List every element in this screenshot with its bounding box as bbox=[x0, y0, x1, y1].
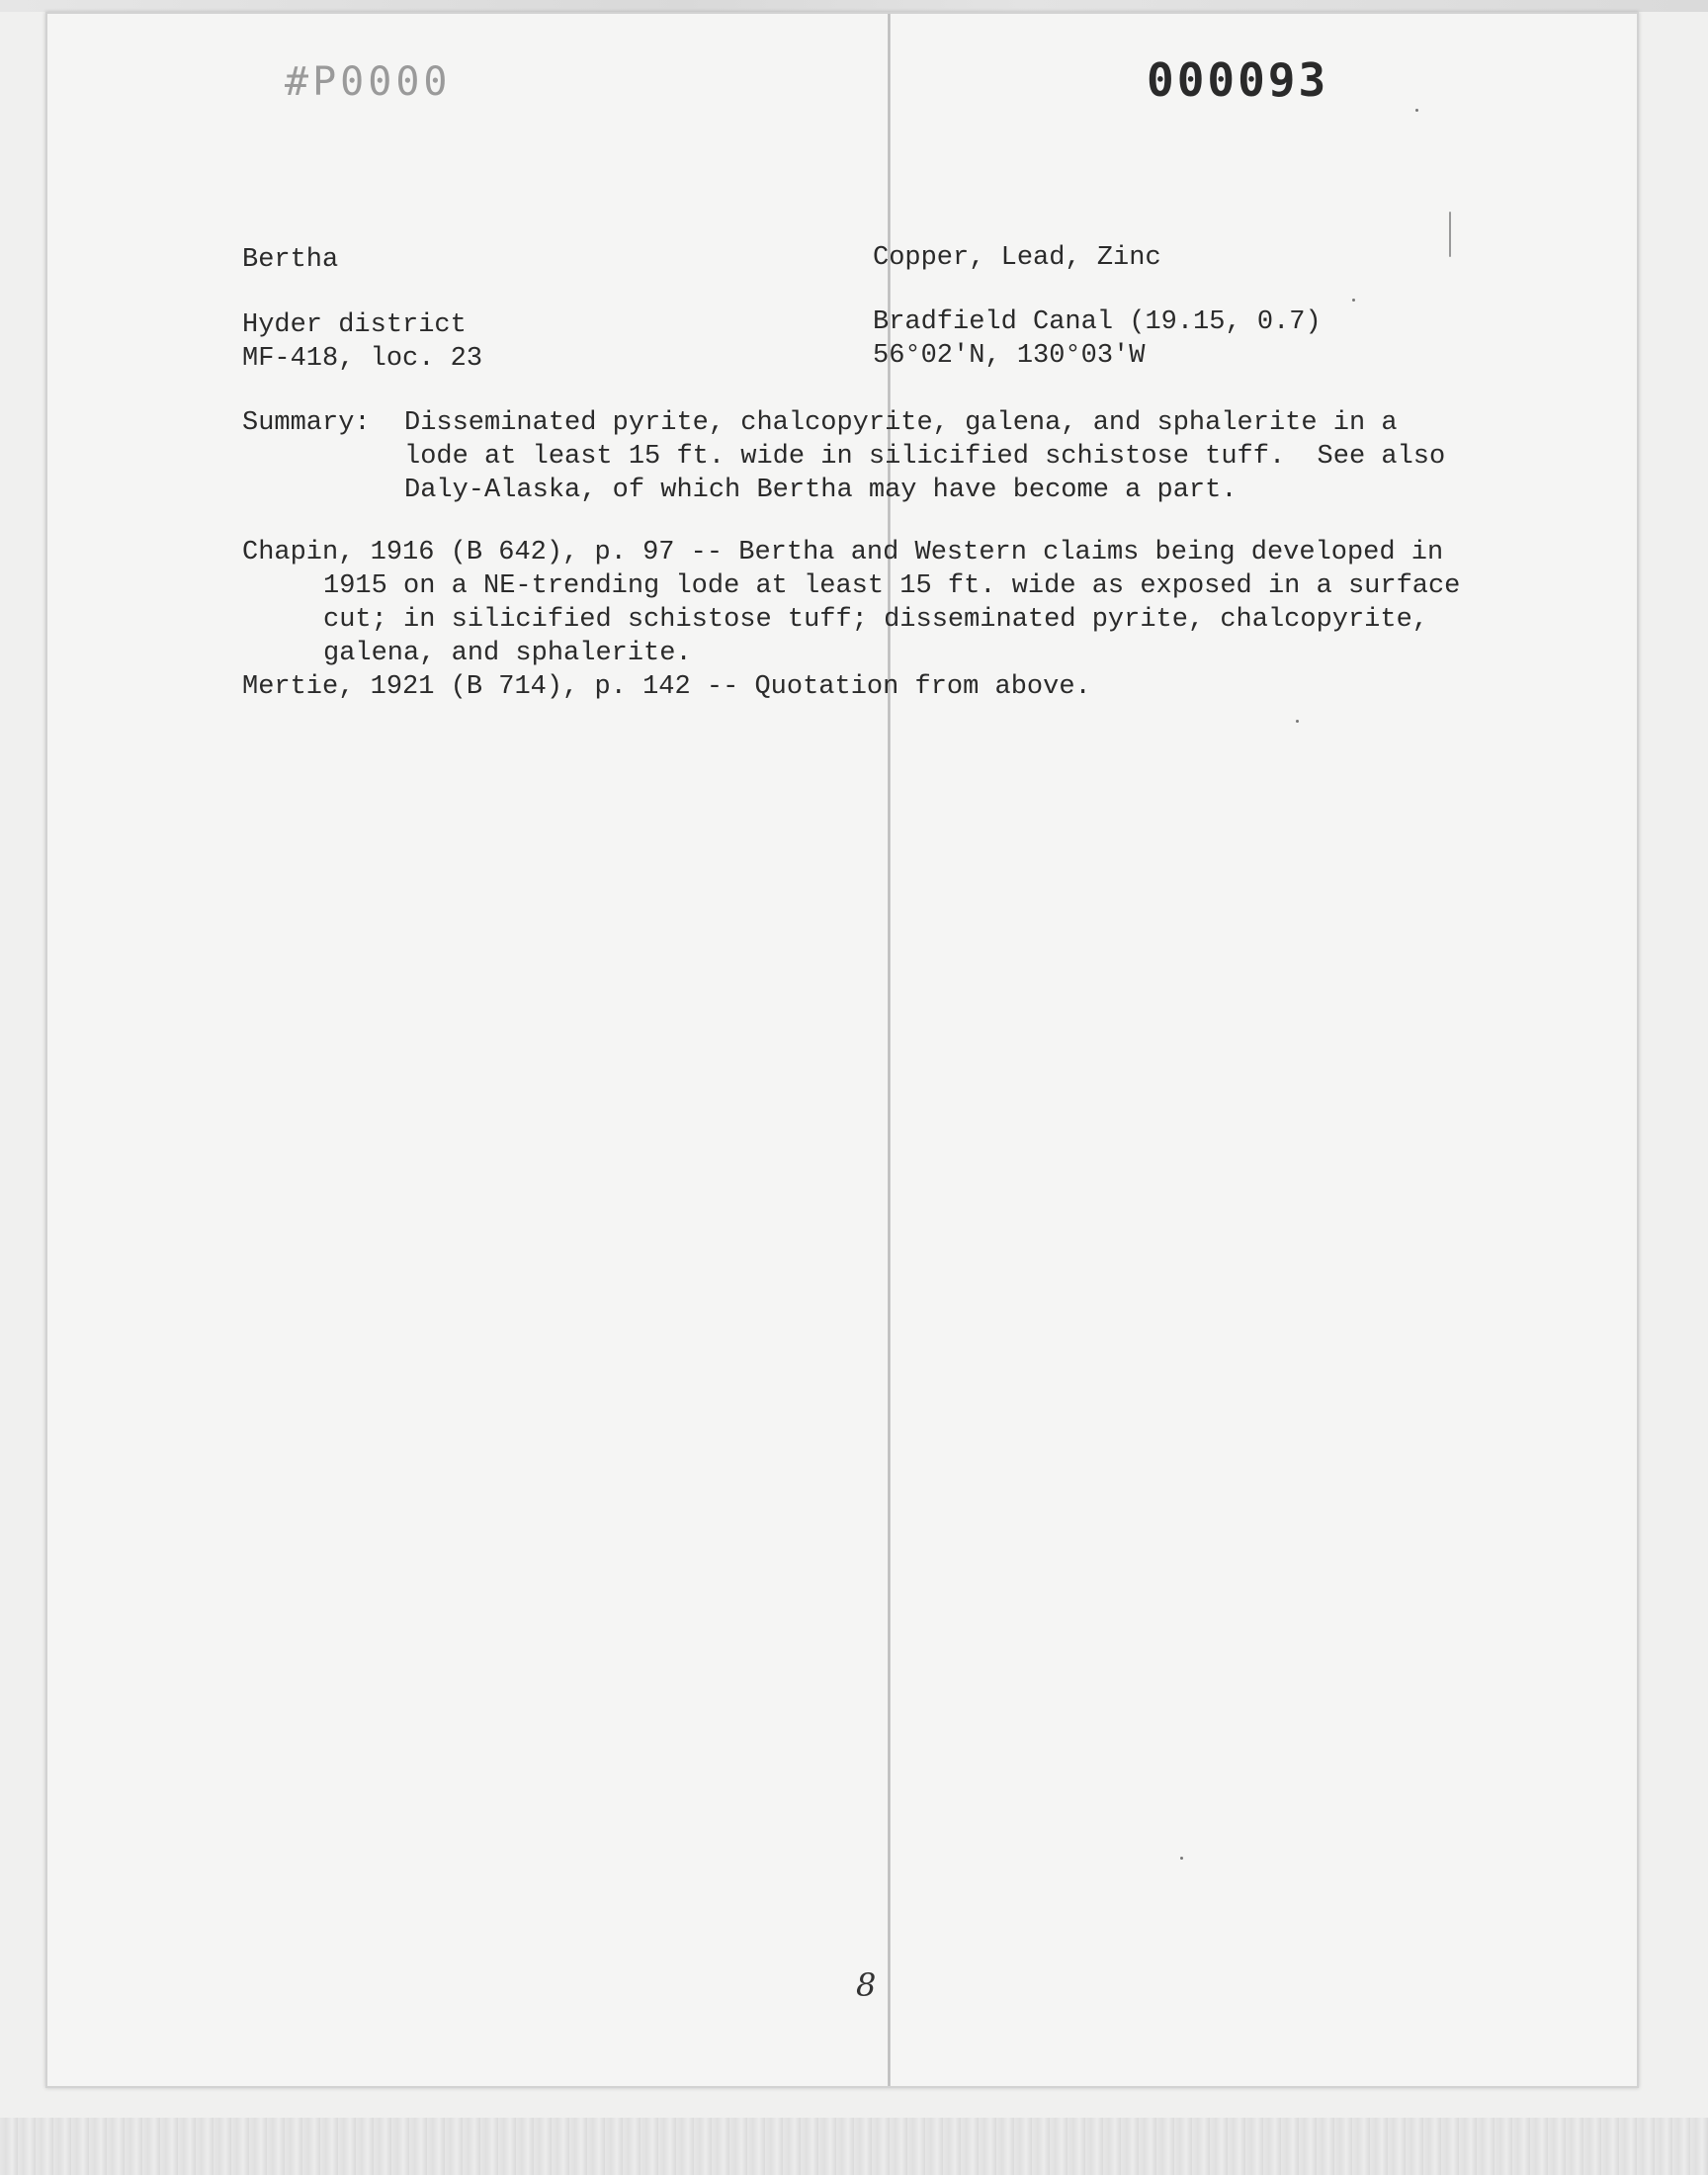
scan-speck bbox=[1352, 299, 1355, 302]
coordinates: 56°02'N, 130°03'W bbox=[873, 341, 1146, 371]
scan-speck bbox=[1296, 720, 1299, 723]
scanner-bottom-edge bbox=[0, 2118, 1708, 2175]
scanner-top-edge bbox=[0, 0, 1708, 12]
reference-line: Chapin, 1916 (B 642), p. 97 -- Bertha and Western claims being developed in bbox=[242, 538, 1444, 567]
reference-line: 1915 on a NE-trending lode at least 15 ft. wide as exposed in a surface bbox=[323, 571, 1461, 601]
handwritten-page-mark: 8 bbox=[856, 1966, 877, 2004]
map-reference: MF-418, loc. 23 bbox=[242, 344, 483, 374]
document-page bbox=[45, 12, 1639, 2088]
summary-line: Daly-Alaska, of which Bertha may have become a part. bbox=[404, 476, 1238, 505]
reference-line: galena, and sphalerite. bbox=[323, 639, 692, 668]
quadrangle: Bradfield Canal (19.15, 0.7) bbox=[873, 307, 1322, 337]
faded-stamp-number: #P0000 bbox=[285, 59, 452, 105]
scan-speck bbox=[1180, 1857, 1183, 1860]
district: Hyder district bbox=[242, 310, 467, 340]
summary-line: lode at least 15 ft. wide in silicified schistose tuff. See also bbox=[404, 442, 1446, 472]
scan-mark bbox=[1449, 212, 1451, 257]
scan-speck bbox=[1415, 109, 1418, 112]
commodities: Copper, Lead, Zinc bbox=[873, 243, 1161, 273]
summary-label: Summary: bbox=[242, 408, 371, 438]
deposit-name: Bertha bbox=[242, 245, 339, 275]
reference-line: Mertie, 1921 (B 714), p. 142 -- Quotation from above. bbox=[242, 672, 1091, 702]
document-stamp-number: 000093 bbox=[1147, 53, 1329, 107]
reference-line: cut; in silicified schistose tuff; disseminated pyrite, chalcopyrite, bbox=[323, 605, 1428, 635]
summary-line: Disseminated pyrite, chalcopyrite, galena, and sphalerite in a bbox=[404, 408, 1398, 438]
